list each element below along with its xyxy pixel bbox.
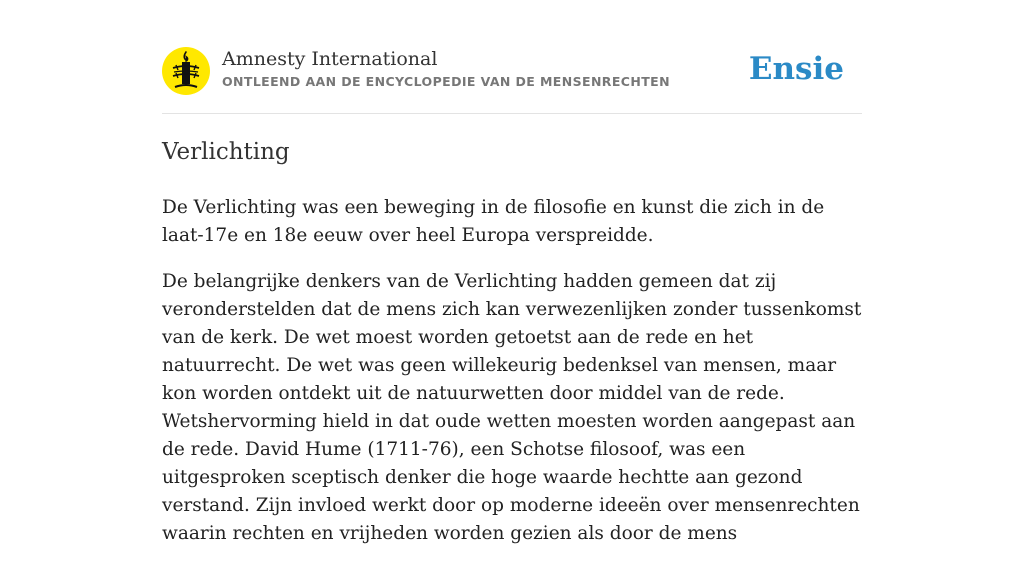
- amnesty-candle-icon[interactable]: [162, 47, 210, 95]
- article: [162, 134, 862, 566]
- ensie-logo-link[interactable]: Ensie: [748, 51, 844, 87]
- site-header: [162, 46, 862, 96]
- article-title: Verlichting: [162, 139, 290, 165]
- article-paragraph: De Verlichting was een beweging in de filosofie en kunst die zich in de laat-17e en 18e eeuw over heel Europa verspreidde.: [162, 197, 825, 246]
- header-divider: [162, 113, 862, 114]
- org-subtitle: ONTLEEND AAN DE ENCYCLOPEDIE VAN DE MENSENRECHTEN: [222, 74, 670, 89]
- org-name[interactable]: Amnesty International: [222, 48, 438, 70]
- article-paragraph: De belangrijke denkers van de Verlichting hadden gemeen dat zij veronderstelden dat de mens zich kan verwezenlijken zonder tussenkomst van de kerk. De wet moest worden getoetst aan de rede en het natuurrecht. De wet was geen willekeurig bedenksel van mensen, maar kon worden ontdekt uit de natuurwetten door middel van de rede. Wetshervorming hield in dat oude wetten moesten worden aangepast aan de rede. David Hume (1711-76), een Schotse filosoof, was een uitgesproken sceptisch denker die hoge waarde hechtte aan gezond verstand. Zijn invloed werkt door op moderne ideeën over mensenrechten waarin rechten en vrijheden worden gezien als door de mens: [162, 271, 862, 544]
